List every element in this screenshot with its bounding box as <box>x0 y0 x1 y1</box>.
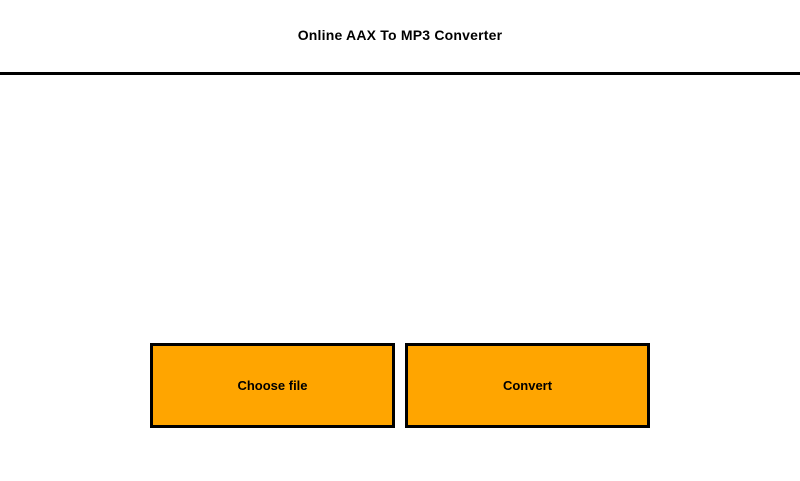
page-title: Online AAX To MP3 Converter <box>297 27 503 43</box>
action-button-row <box>0 343 800 428</box>
convert-button[interactable]: Convert <box>405 343 650 428</box>
main-content <box>0 75 800 478</box>
choose-file-button[interactable]: Choose file <box>150 343 395 428</box>
page-header <box>0 0 800 75</box>
